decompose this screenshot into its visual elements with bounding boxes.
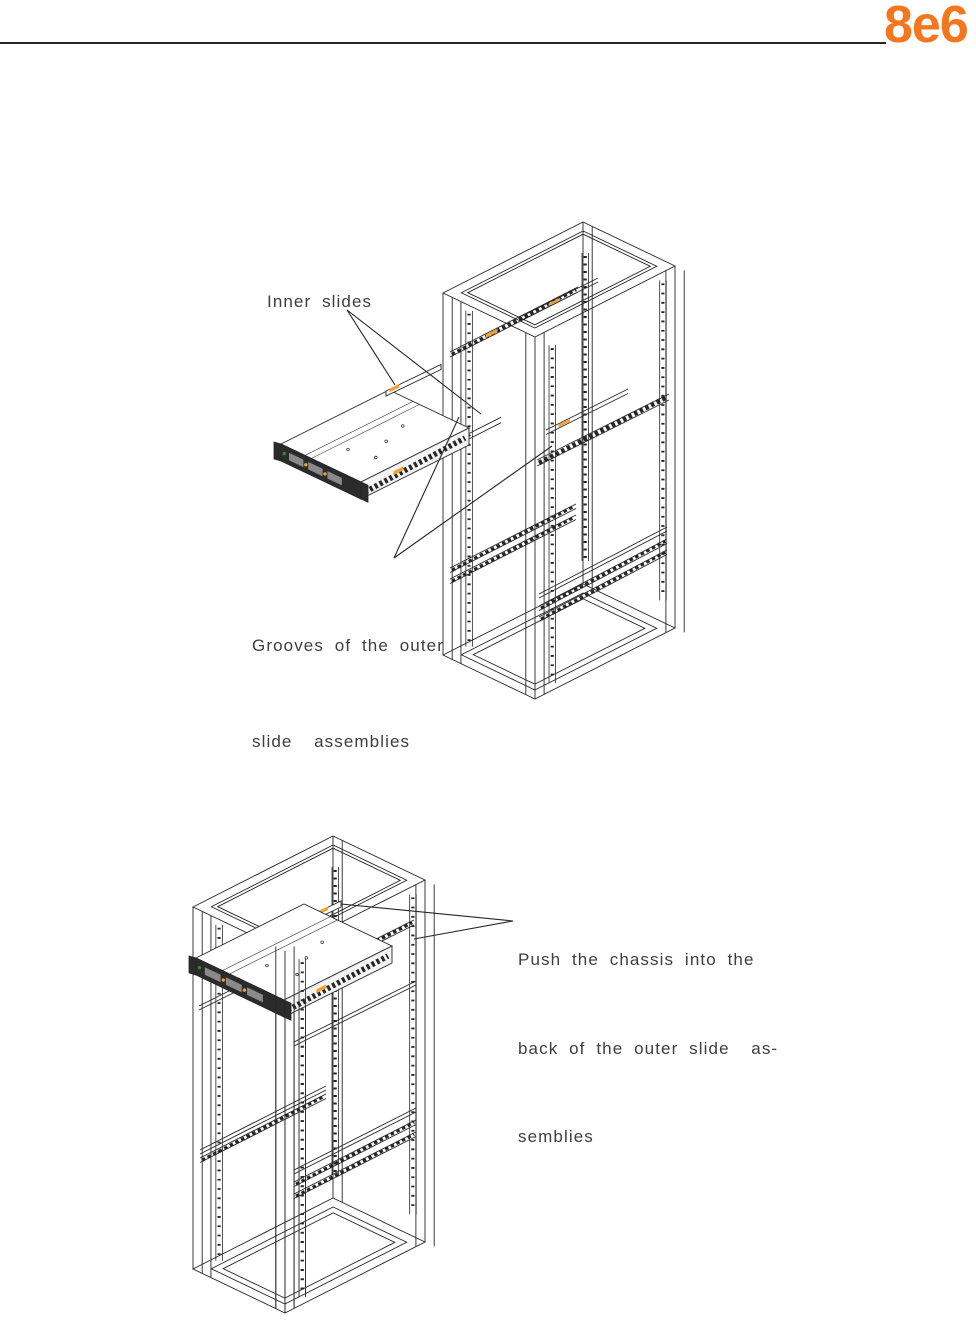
label-grooves-line1: Grooves of the outer <box>252 636 444 655</box>
caption-push-line2: back of the outer slide as- <box>518 1038 779 1058</box>
label-inner-slides: Inner slides <box>267 292 373 311</box>
label-grooves-outer-slides <box>252 566 444 822</box>
brand-logo-8e6: 8e6 <box>884 0 968 54</box>
caption-push-chassis <box>518 886 778 1211</box>
caption-push-line1: Push the chassis into the <box>518 950 755 969</box>
figure-chassis-pushed-into-rack <box>189 836 434 1313</box>
caption-push-line3: semblies <box>518 1127 594 1146</box>
label-grooves-line2: slide assemblies <box>252 732 411 751</box>
